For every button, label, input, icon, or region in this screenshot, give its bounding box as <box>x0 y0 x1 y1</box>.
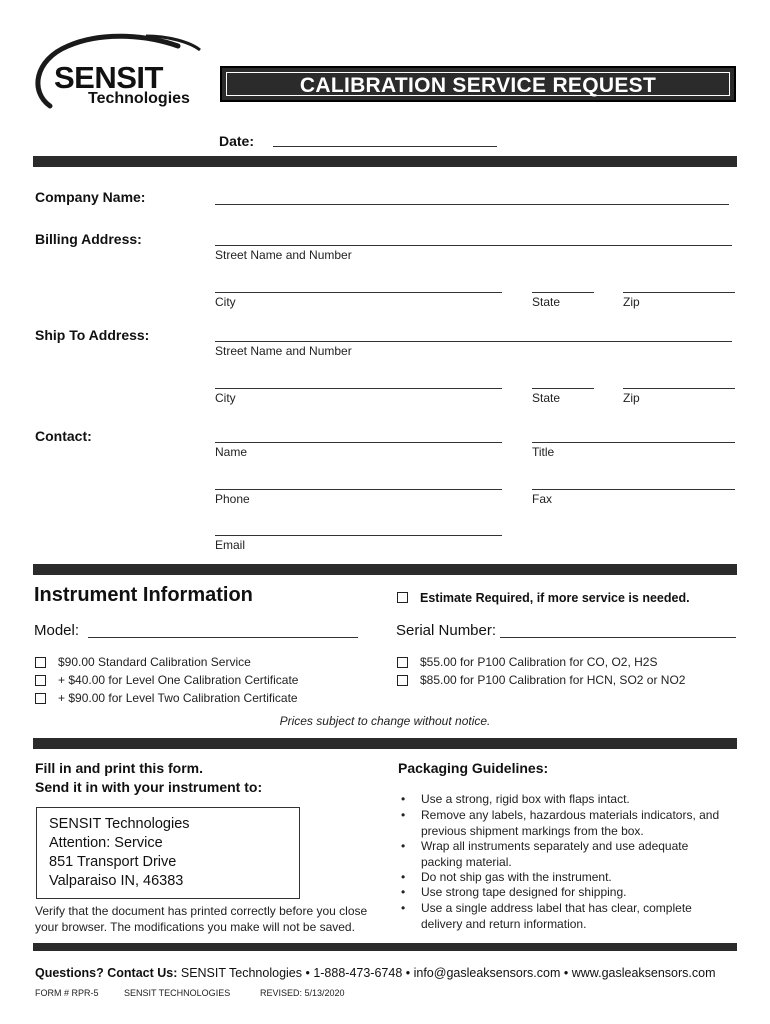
contact-phone-field[interactable] <box>215 489 502 490</box>
guideline-item: • Wrap all instruments separately and use adequate packing material. <box>401 839 689 869</box>
billing-city-caption: City <box>215 295 236 309</box>
address-line: Valparaiso IN, 46383 <box>49 873 184 889</box>
contact-phone-caption: Phone <box>215 492 250 506</box>
ship-state-caption: State <box>532 391 561 405</box>
p100-hcn-so2-no2-checkbox[interactable] <box>397 675 408 686</box>
model-field[interactable] <box>88 637 358 638</box>
date-field[interactable] <box>273 146 497 147</box>
address-line: 851 Transport Drive <box>49 854 177 870</box>
billing-state-field[interactable] <box>532 292 594 293</box>
level-one-certificate-checkbox[interactable] <box>35 675 46 686</box>
ship-zip-caption: Zip <box>623 391 640 405</box>
contact-label: Contact: <box>35 428 92 444</box>
option-label: $55.00 for P100 Calibration for CO, O2, H2S <box>420 655 658 669</box>
send-instruction: Send it in with your instrument to: <box>35 779 263 795</box>
billing-street-caption: Street Name and Number <box>215 248 352 262</box>
divider-bar <box>33 156 737 167</box>
option-label: + $90.00 for Level Two Calibration Certificate <box>58 691 298 705</box>
company-name-field[interactable] <box>215 204 729 205</box>
address-line: SENSIT Technologies <box>49 816 190 832</box>
date-label: Date: <box>219 133 255 149</box>
estimate-required-label: Estimate Required, if more service is needed. <box>420 591 690 605</box>
footer-contact <box>35 966 716 980</box>
option-label: $85.00 for P100 Calibration for HCN, SO2 or NO2 <box>420 673 686 687</box>
guideline-item: • Use strong tape designed for shipping. <box>401 885 627 899</box>
p100-co-o2-h2s-checkbox[interactable] <box>397 657 408 668</box>
ship-street-caption: Street Name and Number <box>215 344 352 358</box>
divider-bar <box>33 943 737 951</box>
contact-title-field[interactable] <box>532 442 735 443</box>
billing-city-field[interactable] <box>215 292 502 293</box>
packaging-guidelines-heading: Packaging Guidelines: <box>398 760 549 776</box>
billing-zip-caption: Zip <box>623 295 640 309</box>
contact-line: SENSIT Technologies • 1-888-473-6748 • info@gasleaksensors.com • www.gasleaksensors.com <box>180 966 716 980</box>
contact-title-caption: Title <box>532 445 555 459</box>
model-label: Model: <box>34 622 80 639</box>
estimate-required-checkbox[interactable] <box>397 592 408 603</box>
ship-to-address-label: Ship To Address: <box>35 327 150 343</box>
divider-bar <box>33 738 737 749</box>
ship-city-caption: City <box>215 391 236 405</box>
address-line: Attention: Service <box>49 835 163 851</box>
fill-in-instruction: Fill in and print this form. <box>35 760 203 776</box>
billing-street-field[interactable] <box>215 245 732 246</box>
billing-address-label: Billing Address: <box>35 231 142 247</box>
company-name-label: Company Name: <box>35 189 146 205</box>
logo-brand: SENSIT <box>54 60 163 95</box>
questions-label: Questions? Contact Us: <box>35 966 178 980</box>
contact-email-field[interactable] <box>215 535 502 536</box>
ship-zip-field[interactable] <box>623 388 735 389</box>
verify-note: Verify that the document has printed correctly before you close your browser. The modifications you make will not be saved. <box>35 904 368 934</box>
guideline-item: • Do not ship gas with the instrument. <box>401 870 612 884</box>
form-title-banner <box>220 66 736 102</box>
contact-email-caption: Email <box>215 538 246 552</box>
contact-fax-field[interactable] <box>532 489 735 490</box>
form-number: FORM # RPR-5 <box>35 988 99 998</box>
ship-street-field[interactable] <box>215 341 732 342</box>
option-label: $90.00 Standard Calibration Service <box>58 655 251 669</box>
billing-state-caption: State <box>532 295 561 309</box>
serial-number-field[interactable] <box>500 637 736 638</box>
contact-name-caption: Name <box>215 445 248 459</box>
billing-zip-field[interactable] <box>623 292 735 293</box>
ship-city-field[interactable] <box>215 388 502 389</box>
form-title: CALIBRATION SERVICE REQUEST <box>299 74 657 97</box>
guideline-item: • Remove any labels, hazardous materials indicators, and previous shipment markings from the box. <box>401 808 720 838</box>
divider-bar <box>33 564 737 575</box>
contact-fax-caption: Fax <box>532 492 553 506</box>
sensit-logo <box>28 30 208 112</box>
ship-state-field[interactable] <box>532 388 594 389</box>
standard-calibration-checkbox[interactable] <box>35 657 46 668</box>
serial-number-label: Serial Number: <box>396 622 497 639</box>
level-two-certificate-checkbox[interactable] <box>35 693 46 704</box>
instrument-info-heading: Instrument Information <box>34 584 253 606</box>
guideline-item: • Use a single address label that has clear, complete delivery and return information. <box>401 901 692 931</box>
revised-date: REVISED: 5/13/2020 <box>260 988 345 998</box>
logo-sub: Technologies <box>88 90 190 107</box>
footer-company: SENSIT TECHNOLOGIES <box>124 988 231 998</box>
contact-name-field[interactable] <box>215 442 502 443</box>
prices-note: Prices subject to change without notice. <box>279 714 491 728</box>
guideline-item: • Use a strong, rigid box with flaps intact. <box>401 792 630 806</box>
mailing-address-box <box>36 807 300 899</box>
option-label: + $40.00 for Level One Calibration Certificate <box>58 673 299 687</box>
